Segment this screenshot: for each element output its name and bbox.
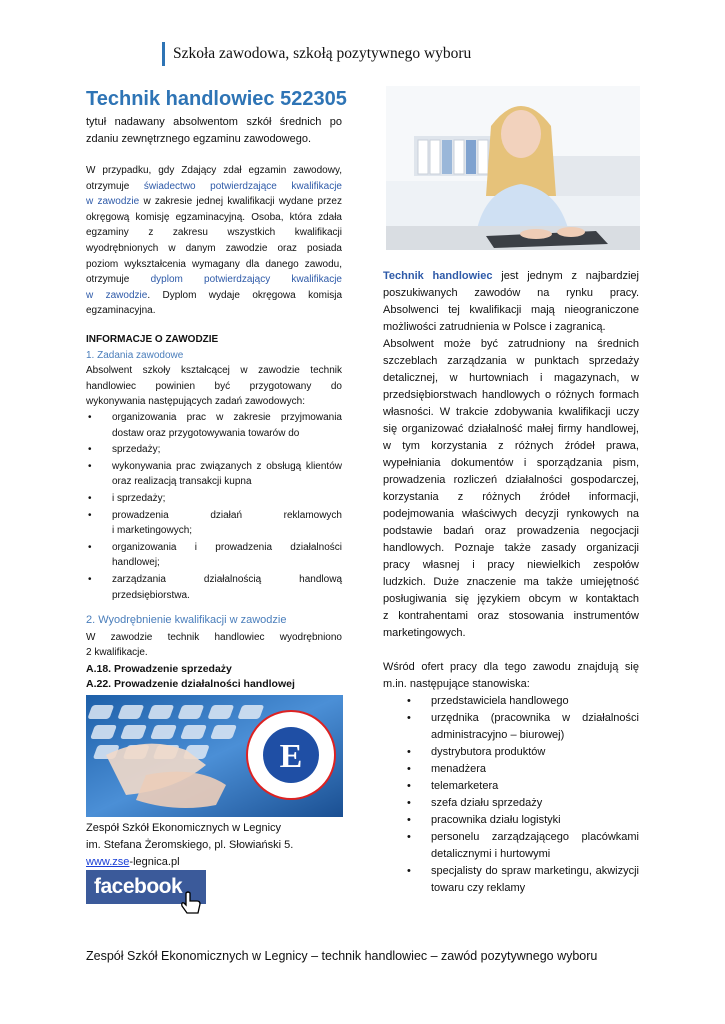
- tasks-list: [86, 410, 342, 603]
- desc-line: się organizować działalność małej firmy handlowej,: [383, 423, 639, 435]
- qualifications-section: [86, 613, 342, 693]
- task-text: • i sprzedaży;: [112, 492, 166, 504]
- qualification-a18: A.18. Prowadzenie sprzedaży: [86, 662, 232, 675]
- task-text: dostaw oraz przygotowywania towarów do: [112, 427, 300, 439]
- certificate-paragraph: [86, 163, 342, 319]
- desc-line: w tym korzystania z różnych źródeł prawa,: [383, 440, 639, 452]
- info-section: [86, 332, 342, 603]
- profession-description: [383, 268, 639, 897]
- offers-line: m.in. następujące stanowiska:: [383, 678, 530, 690]
- list-item: [405, 812, 639, 829]
- task-text: • sprzedaży;: [112, 444, 161, 456]
- page-title: Technik handlowiec 522305: [86, 88, 347, 110]
- school-contact: [86, 820, 346, 871]
- list-item: [405, 778, 639, 795]
- desc-line: pracy własnej i pracy niewielkich zespołów: [383, 559, 639, 571]
- desc-line: własności. W trakcie zdobywania kwalifikacji uczy: [383, 406, 639, 418]
- list-item: [405, 761, 639, 778]
- desc-text: jest jednym z najbardziej: [492, 270, 639, 282]
- para-text: w zakresie jednej kwalifikacji wydane przez: [143, 196, 342, 208]
- profession-name: Technik handlowiec: [383, 270, 493, 282]
- certificate-link-cont[interactable]: w zawodzie: [86, 196, 140, 208]
- job-text: • menadżera: [431, 763, 487, 775]
- keyboard-illustration: [86, 695, 343, 817]
- task-text: • wykonywania prac związanych z obsługą klientów: [112, 460, 342, 472]
- list-item: [86, 410, 342, 441]
- para-text: otrzymuje: [86, 180, 130, 192]
- para-line: egzaminy z zakresu wszystkich kwalifikacji: [86, 227, 342, 239]
- certificate-link[interactable]: świadectwo potwierdzające kwalifikacje: [143, 180, 342, 192]
- desc-line: wypełniania dokumentów i sporządzania pism,: [383, 457, 639, 469]
- qualifications-subheading: 2. Wyodrębnienie kwalifikacji w zawodzie: [86, 614, 287, 626]
- qualifications-line: 2 kwalifikacje.: [86, 647, 148, 659]
- para-text: otrzymuje: [86, 274, 130, 286]
- task-text: handlowej;: [112, 557, 160, 569]
- task-text: • zarządzania działalnością handlową: [112, 573, 342, 585]
- info-heading: INFORMACJE O ZAWODZIE: [86, 334, 219, 345]
- job-text: administracyjno – biurowej): [431, 729, 565, 741]
- tasks-subheading: 1. Zadania zawodowe: [86, 349, 184, 361]
- desc-line: ludzkich. Duże znaczenie ma także umiejętność: [383, 576, 639, 588]
- saleswoman-photo: [386, 86, 640, 250]
- job-text: • specjalisty do spraw marketingu, akwizycji: [431, 865, 639, 877]
- para-line: [86, 194, 342, 210]
- school-website: [86, 854, 346, 871]
- para-line: W przypadku, gdy Zdający zdał egzamin zawodowy,: [86, 165, 342, 176]
- desc-line: prowadzenia rozliczeń działalności gospodarczej,: [383, 474, 639, 486]
- list-item: [405, 863, 639, 897]
- desc-line: z kontrahentami oraz stosowania instrumentów: [383, 610, 639, 622]
- intro-line-1: tytuł nadawany absolwentom szkół średnich po: [86, 116, 342, 128]
- job-text: • personelu zarządzającego placówkami: [431, 831, 639, 843]
- job-text: • przedstawiciela handlowego: [431, 695, 569, 707]
- keyboard-school-logo-image: [86, 695, 343, 817]
- desc-line: [383, 268, 639, 285]
- task-text: • prowadzenia działań reklamowych: [112, 509, 342, 521]
- desc-line: podejmowania właściwych decyzji rynkowych na: [383, 508, 639, 520]
- tasks-intro-line: wykonywania następujących zadań zawodowych:: [86, 396, 306, 408]
- list-item: [86, 459, 342, 490]
- intro-text: [86, 114, 342, 148]
- para-line: [86, 272, 342, 288]
- desc-line: podstawie badań oraz prowadzenia negocjacji: [383, 525, 639, 537]
- desc-line: handlowych. Poznaje także zasady organizacji: [383, 542, 639, 554]
- desc-line: Absolwent może być zatrudniony na średnich: [383, 338, 639, 350]
- desc-line: posługiwania się językiem obcym w kontaktach: [383, 593, 639, 605]
- list-item: [86, 442, 342, 458]
- qualification-a22: A.22. Prowadzenie działalności handlowej: [86, 678, 295, 691]
- para-line: wyodrębnionych w danym zawodzie oraz posiada: [86, 242, 342, 254]
- desc-line: poszukiwanych zawodów na rynku pracy.: [383, 287, 639, 299]
- job-text: • pracownika działu logistyki: [431, 814, 561, 826]
- task-text: • organizowania prac w zakresie przyjmowania: [112, 411, 342, 423]
- list-item: [86, 491, 342, 507]
- school-website-rest: -legnica.pl: [129, 856, 180, 868]
- list-item: [405, 744, 639, 761]
- task-text: oraz realizacją transakcji kupna: [112, 476, 252, 488]
- diploma-link[interactable]: dyplom potwierdzający kwalifikacje: [150, 274, 342, 286]
- para-text: . Dyplom wydaje okręgowa komisja: [147, 289, 342, 301]
- tasks-intro-line: handlowiec powinien być przygotowany do: [86, 380, 342, 392]
- job-text: towaru czy reklamy: [431, 882, 526, 894]
- page-header: Szkoła zawodowa, szkołą pozytywnego wyboru: [162, 42, 471, 66]
- para-line: okręgową komisję egzaminacyjną. Osoba, która zdała: [86, 211, 342, 223]
- desc-line: marketingowych.: [383, 627, 466, 639]
- offers-line: Wśród ofert pracy dla tego zawodu znajdują się: [383, 661, 639, 673]
- list-item: [86, 508, 342, 539]
- list-item: [405, 795, 639, 812]
- list-item: [86, 540, 342, 571]
- school-address: im. Stefana Żeromskiego, pl. Słowiański 5.: [86, 839, 294, 851]
- task-text: przedsiębiorstwa.: [112, 589, 190, 601]
- job-text: • telemarketera: [431, 780, 499, 792]
- para-line: [86, 288, 342, 304]
- desc-line: detalicznej, w hurtowniach i magazynach, w: [383, 372, 639, 384]
- tasks-intro-line: Absolwent szkoły kształcącej w zawodzie technik: [86, 365, 342, 377]
- list-item: [405, 710, 639, 744]
- job-text: • urzędnika (pracownika w działalności: [431, 712, 639, 724]
- page-footer: Zespół Szkół Ekonomicznych w Legnicy – technik handlowiec – zawód pozytywnego wyboru: [86, 949, 598, 963]
- facebook-label: facebook: [94, 875, 183, 898]
- intro-line-2: zdaniu zewnętrznego egzaminu zawodowego.: [86, 133, 312, 145]
- task-text: • organizowania i prowadzenia działalności: [112, 541, 342, 553]
- school-website-link[interactable]: www.zse: [86, 856, 130, 868]
- desc-line: przedsiębiorstwach handlowych o różnych formach: [383, 389, 639, 401]
- para-line: egzaminacyjna.: [86, 305, 156, 317]
- desc-line: szczeblach zarządzania w punktach sprzedaży: [383, 355, 639, 367]
- jobs-list: [405, 693, 639, 897]
- job-text: detalicznymi i hurtowymi: [431, 848, 551, 860]
- task-text: i marketingowych;: [112, 525, 193, 537]
- school-name: Zespół Szkół Ekonomicznych w Legnicy: [86, 822, 282, 834]
- desc-line: możliwości zatrudnienia w Polsce i zagranicą.: [383, 321, 606, 333]
- desc-line: Absolwenci tej kwalifikacji mają nieograniczone: [383, 304, 639, 316]
- list-item: [405, 829, 639, 863]
- hand-cursor-icon: [178, 890, 206, 918]
- para-line: poziom wykształcenia wymagany dla danego zawodu,: [86, 258, 342, 270]
- desc-line: korzystania z różnych źródeł informacji,: [383, 491, 639, 503]
- para-line: [86, 179, 342, 195]
- office-photo-illustration: [386, 86, 640, 250]
- school-logo-letter: E: [279, 738, 303, 775]
- job-text: • szefa działu sprzedaży: [431, 797, 543, 809]
- qualifications-line: W zawodzie technik handlowiec wyodrębniono: [86, 631, 342, 643]
- list-item: [405, 693, 639, 710]
- list-item: [86, 572, 342, 603]
- diploma-link-cont[interactable]: w zawodzie: [86, 289, 148, 301]
- job-text: • dystrybutora produktów: [431, 746, 546, 758]
